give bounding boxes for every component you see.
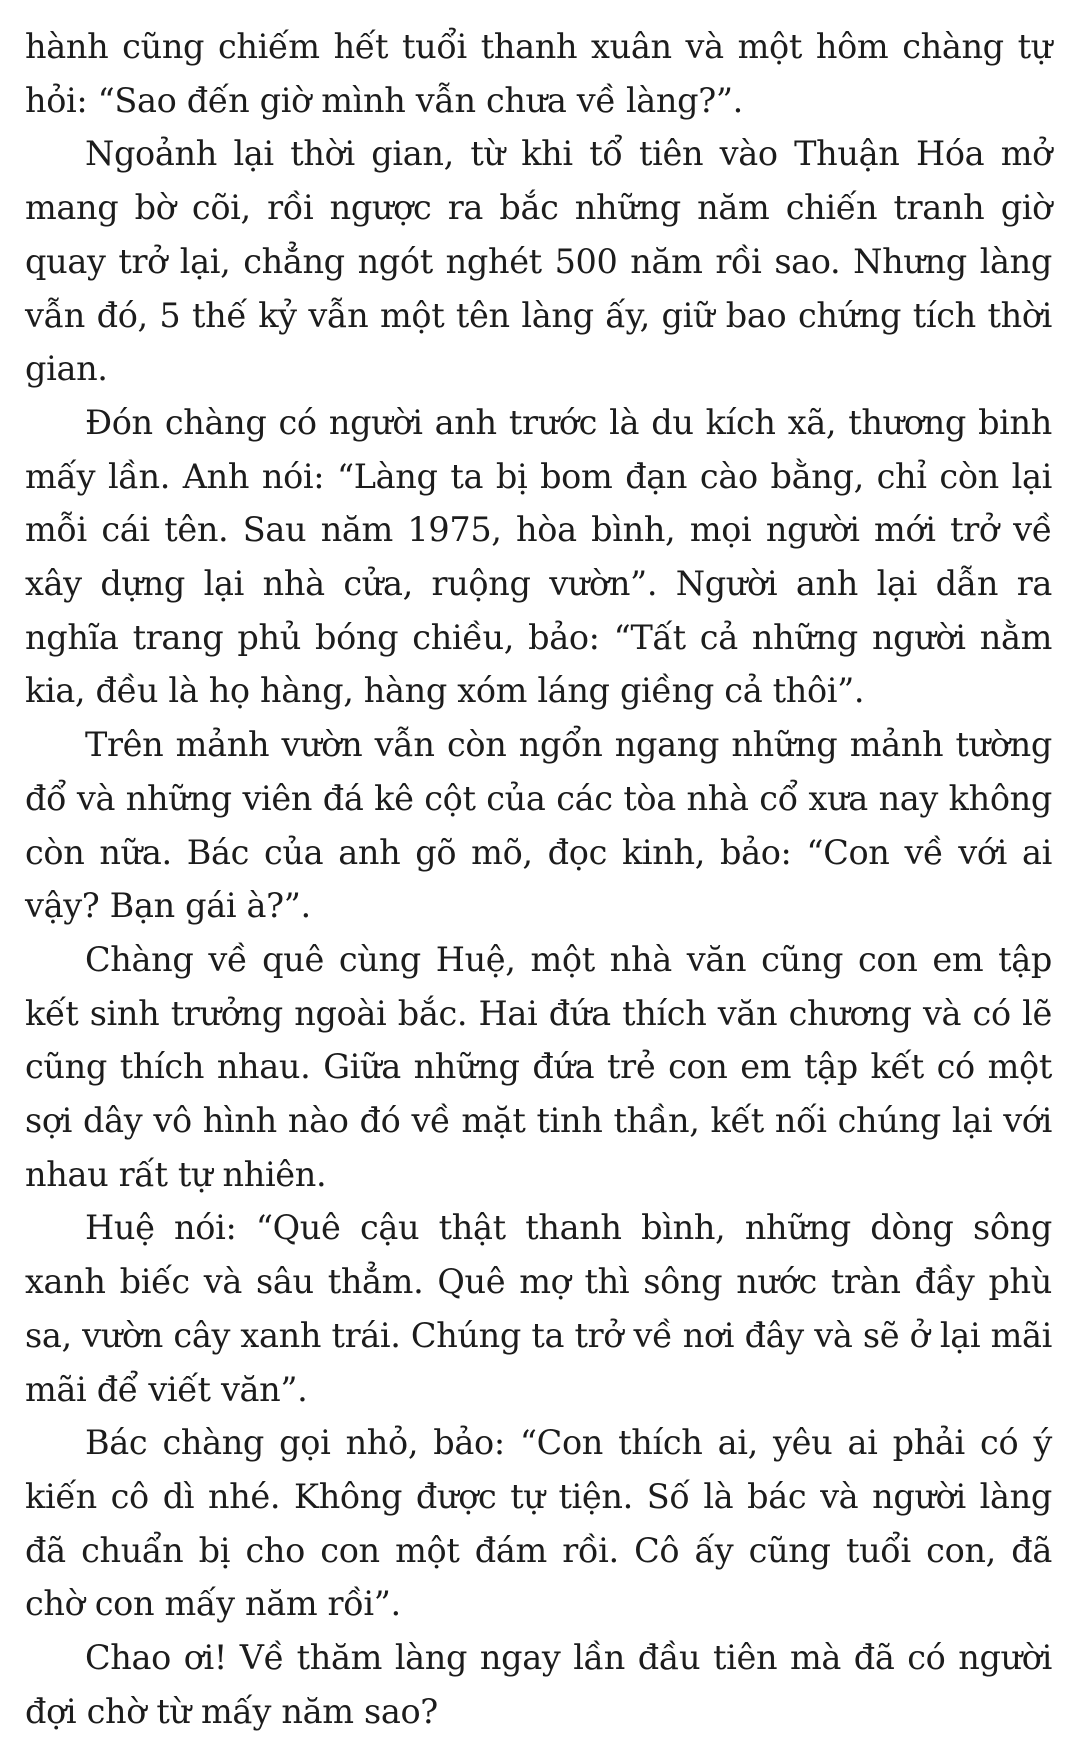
paragraph-5: Chàng về quê cùng Huệ, một nhà văn cũng con em tập kết sinh trưởng ngoài bắc. Hai đứa thích văn chương và có lẽ cũng thích nhau. Giữa những đứa trẻ con em tập kết có một sợi dây vô hình nào đó về mặt tinh thần, kết nối chúng lại với nhau rất tự nhiên. xyxy=(25,939,1052,1194)
paragraph-2: Ngoảnh lại thời gian, từ khi tổ tiên vào Thuận Hóa mở mang bờ cõi, rồi ngược ra bắc những năm chiến tranh giờ quay trở lại, chẳng ngót nghét 500 năm rồi sao. Nhưng làng vẫn đó, 5 thế kỷ vẫn một tên làng ấy, giữ bao chứng tích thời gian. xyxy=(25,134,1052,389)
paragraph-1: hành cũng chiếm hết tuổi thanh xuân và một hôm chàng tự hỏi: “Sao đến giờ mình vẫn chưa về làng?”. xyxy=(25,27,1052,120)
paragraph-7: Bác chàng gọi nhỏ, bảo: “Con thích ai, yêu ai phải có ý kiến cô dì nhé. Không được tự tiện. Số là bác và người làng đã chuẩn bị cho con một đám rồi. Cô ấy cũng tuổi con, đã chờ con mấy năm rồi”. xyxy=(25,1423,1052,1624)
paragraph-8: Chao ơi! Về thăm làng ngay lần đầu tiên mà đã có người đợi chờ từ mấy năm sao? xyxy=(25,1638,1052,1731)
paragraph-3: Đón chàng có người anh trước là du kích xã, thương binh mấy lần. Anh nói: “Làng ta bị bom đạn cào bằng, chỉ còn lại mỗi cái tên. Sau năm 1975, hòa bình, mọi người mới trở về xây dựng lại nhà cửa, ruộng vườn”. Người anh lại dẫn ra nghĩa trang phủ bóng chiều, bảo: “Tất cả những người nằm kia, đều là họ hàng, hàng xóm láng giềng cả thôi”. xyxy=(25,402,1052,711)
paragraph-6: Huệ nói: “Quê cậu thật thanh bình, những dòng sông xanh biếc và sâu thẳm. Quê mợ thì sông nước tràn đầy phù sa, vườn cây xanh trái. Chúng ta trở về nơi đây và sẽ ở lại mãi mãi để viết văn”. xyxy=(25,1208,1052,1409)
paragraph-4: Trên mảnh vườn vẫn còn ngổn ngang những mảnh tường đổ và những viên đá kê cột của các tòa nhà cổ xưa nay không còn nữa. Bác của anh gõ mõ, đọc kinh, bảo: “Con về với ai vậy? Bạn gái à?”. xyxy=(25,725,1052,926)
